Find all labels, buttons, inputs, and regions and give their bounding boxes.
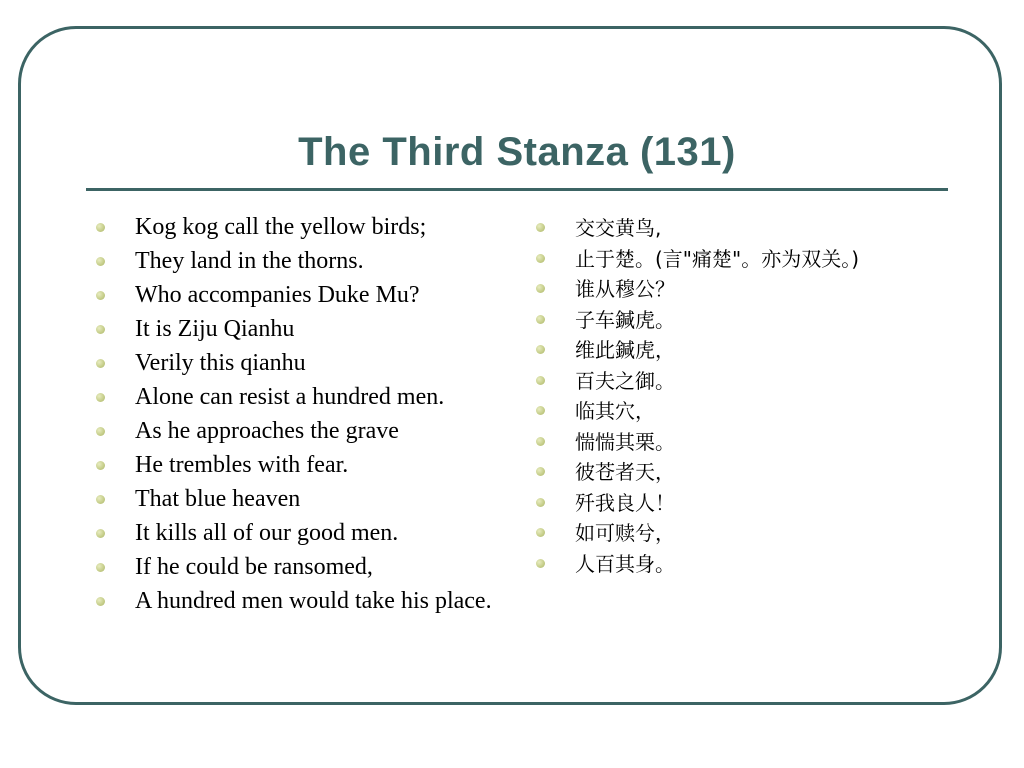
bullet-icon [96,359,105,368]
bullet-icon [96,495,105,504]
english-line-text: They land in the thorns. [135,248,364,274]
english-line [96,587,506,615]
bullet-icon [536,315,545,324]
chinese-line [536,490,976,516]
english-line [96,519,506,547]
bullet-icon [536,559,545,568]
english-line-text: It kills all of our good men. [135,520,399,546]
chinese-line-text: 百夫之御。 [575,368,675,393]
chinese-line-text: 维此鍼虎， [575,338,675,362]
bullet-icon [96,427,105,436]
bullet-icon [536,406,545,415]
english-translation-list [96,213,506,621]
english-line [96,247,506,275]
bullet-icon [536,437,545,446]
english-line-text: A hundred men would take his place. [135,588,492,614]
english-line-text: Who accompanies Duke Mu? [135,282,420,308]
chinese-line [536,429,976,455]
chinese-original-list [536,215,976,581]
bullet-icon [96,529,105,538]
english-line-text: It is Ziju Qianhu [135,316,295,342]
bullet-icon [96,597,105,606]
chinese-line [536,398,976,424]
chinese-line-text: 交交黄鸟, [575,216,662,240]
english-line-text: He trembles with fear. [135,452,349,478]
bullet-icon [96,257,105,266]
english-line [96,451,506,479]
bullet-icon [96,291,105,300]
english-line [96,349,506,377]
english-line-text: Kog kog call the yellow birds; [135,214,427,240]
bullet-icon [96,461,105,470]
chinese-line [536,459,976,485]
chinese-line-text: 惴惴其栗。 [575,429,675,454]
chinese-line-text: 谁从穆公？ [575,277,675,301]
chinese-line-text: 如可赎兮， [575,521,675,545]
english-line [96,485,506,513]
english-line-text: That blue heaven [135,486,301,512]
bullet-icon [96,325,105,334]
bullet-icon [536,223,545,232]
bullet-icon [536,528,545,537]
chinese-line [536,246,976,272]
english-line-text: If he could be ransomed, [135,554,373,580]
chinese-line [536,520,976,546]
bullet-icon [536,254,545,263]
bullet-icon [96,563,105,572]
chinese-line [536,307,976,333]
english-line [96,553,506,581]
chinese-line [536,551,976,577]
chinese-line-text: 止于楚。(言"痛楚"。亦为双关。) [575,246,860,271]
english-line [96,213,506,241]
english-line-text: Verily this qianhu [135,350,306,376]
chinese-line [536,276,976,302]
chinese-line-text: 彼苍者天， [575,460,675,484]
bullet-icon [96,223,105,232]
chinese-line [536,368,976,394]
english-line-text: As he approaches the grave [135,418,399,444]
english-line-text: Alone can resist a hundred men. [135,384,445,410]
chinese-line-text: 子车鍼虎。 [575,307,675,332]
bullet-icon [536,284,545,293]
english-line [96,417,506,445]
bullet-icon [96,393,105,402]
chinese-line [536,337,976,363]
bullet-icon [536,498,545,507]
slide-title: The Third Stanza (131) [298,130,736,174]
english-line [96,315,506,343]
bullet-icon [536,376,545,385]
bullet-icon [536,467,545,476]
english-line [96,281,506,309]
chinese-line [536,215,976,241]
chinese-line-text: 歼我良人！ [575,490,675,515]
chinese-line-text: 人百其身。 [575,551,675,576]
title-divider [86,188,948,191]
bullet-icon [536,345,545,354]
english-line [96,383,506,411]
chinese-line-text: 临其穴， [575,399,655,423]
